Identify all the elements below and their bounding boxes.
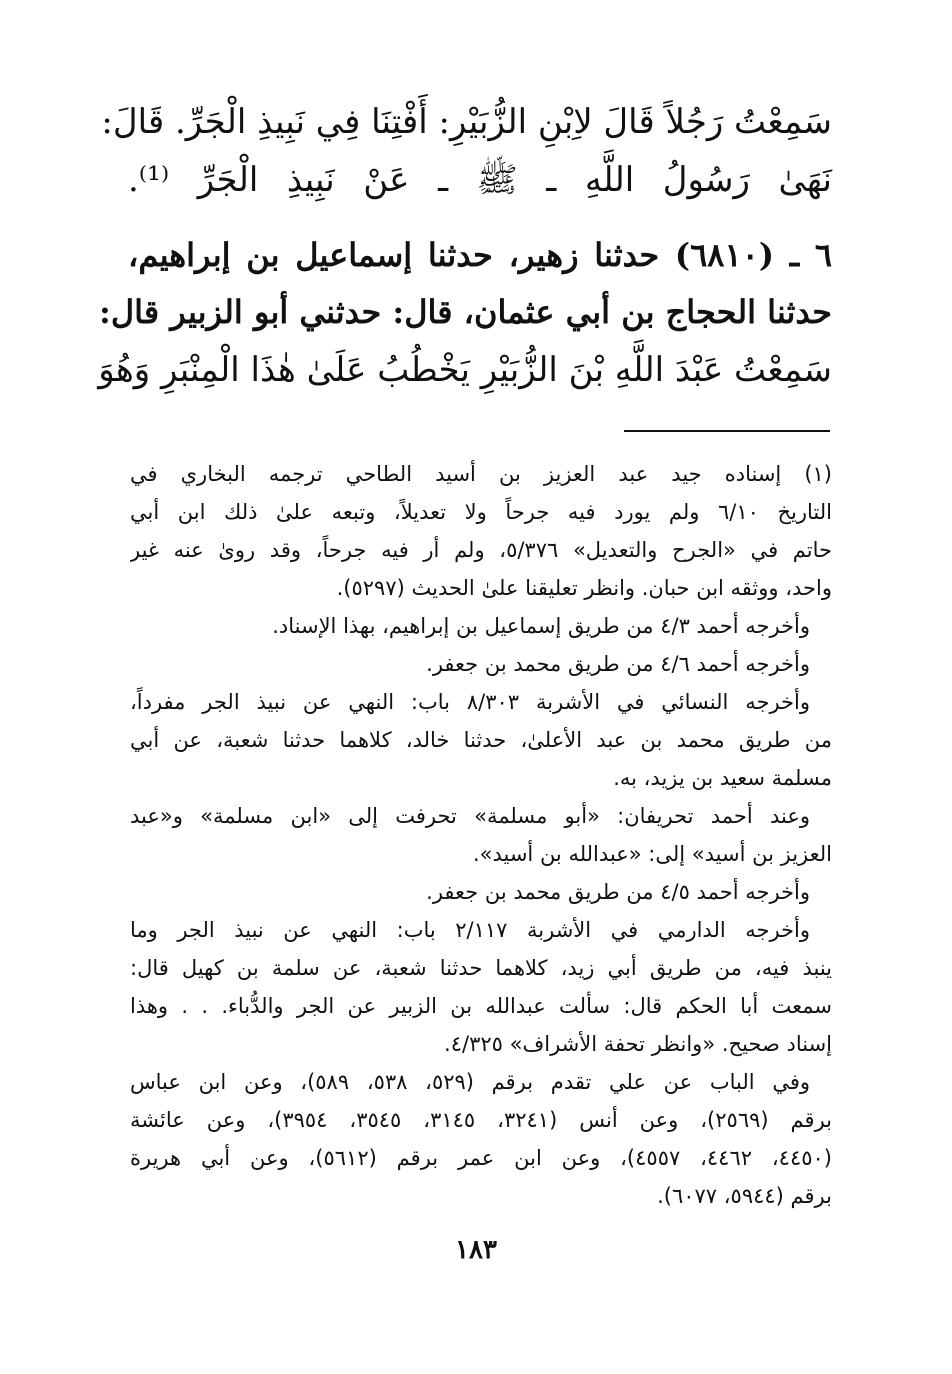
footnote-line: ينبذ فيه، من طريق أبي زيد، كلاهما حدثنا شعبة، عن سلمة بن كهيل قال:	[130, 956, 832, 980]
isnad-line: ٦ ـ (٦٨١٠) حدثنا زهير، حدثنا إسماعيل بن إبراهيم،	[128, 236, 833, 274]
footnote-line: برقم (٥٩٤٤، ٦٠٧٧).	[657, 1184, 832, 1208]
footnote-line: وأخرجه أحمد ٤/٦ من طريق محمد بن جعفر.	[426, 652, 810, 676]
footnote-line: (١) إسناده جيد عبد العزيز بن أسيد الطاحي ترجمه البخاري في	[130, 462, 832, 486]
footnote-line: التاريخ ٦/١٠ ولم يورد فيه جرحاً ولا تعديلاً، وتبعه علىٰ ذلك ابن أبي	[130, 500, 832, 524]
footnote-line: وأخرجه أحمد ٤/٥ من طريق محمد بن جعفر.	[426, 880, 810, 904]
footnote-line: واحد، ووثقه ابن حبان. وانظر تعليقنا علىٰ الحديث (٥٢٩٧).	[336, 576, 832, 600]
footnote-line: وفي الباب عن علي تقدم برقم (٥٢٩، ٥٣٨، ٥٨٩)، وعن ابن عباس	[130, 1070, 811, 1094]
footnotes-section	[130, 455, 832, 1215]
footnote-line: وعند أحمد تحريفان: «أبو مسلمة» تحرفت إلى «ابن مسلمة» و«عبد	[130, 804, 810, 828]
hadith-text-line: سَمِعْتُ عَبْدَ اللَّهِ بْنَ الزُّبَيْرِ يَخْطُبُ عَلَىٰ هٰذَا الْمِنْبَرِ وَهُوَ	[98, 350, 832, 390]
footnote-line: (٤٤٥٠، ٤٤٦٢، ٤٥٥٧)، وعن ابن عمر برقم (٥٦١٢)، وعن أبي هريرة	[130, 1146, 832, 1170]
footnote-line: وأخرجه الدارمي في الأشربة ٢/١١٧ باب: النهي عن نبيذ الجر وما	[130, 918, 811, 942]
hadith-text-line: سَمِعْتُ رَجُلاً قَالَ لاِبْنِ الزُّبَيْرِ: أَفْتِنَا فِي نَبِيذِ الْجَرِّ. قَالَ:	[101, 102, 832, 142]
isnad-line: حدثنا الحجاج بن أبي عثمان، قال: حدثني أبو الزبير قال:	[99, 293, 832, 331]
footnote-line: العزيز بن أسيد» إلى: «عبدالله بن أسيد».	[472, 842, 832, 866]
page-number: ١٨٣	[455, 1235, 497, 1265]
footnote-line: مسلمة سعيد بن يزيد، به.	[613, 766, 832, 790]
footnote-line: حاتم في «الجرح والتعديل» ٥/٣٧٦، ولم أر فيه جرحاً، وقد روىٰ عنه غير	[130, 538, 832, 562]
footnote-line: من طريق محمد بن عبد الأعلىٰ، حدثنا خالد، كلاهما حدثنا شعبة، عن أبي	[130, 728, 832, 752]
footnote-line: وأخرجه النسائي في الأشربة ٨/٣٠٣ باب: النهي عن نبيذ الجر مفرداً،	[130, 690, 810, 714]
footnote-line: سمعت أبا الحكم قال: سألت عبدالله بن الزبير عن الجر والدُّباء. . . وهذا	[130, 994, 832, 1018]
hadith-text-line: نَهَىٰ رَسُولُ اللَّهِ ـ ﷺ ـ عَنْ نَبِيذِ الْجَرِّ ⁽¹⁾.	[128, 160, 832, 200]
footnote-line: إسناد صحيح. «وانظر تحفة الأشراف» ٤/٣٢٥.	[444, 1032, 832, 1056]
footnote-line: وأخرجه أحمد ٤/٣ من طريق إسماعيل بن إبراهيم، بهذا الإسناد.	[272, 614, 810, 638]
footnote-divider	[624, 430, 830, 432]
footnote-line: برقم (٢٥٦٩)، وعن أنس (٣٢٤١، ٣١٤٥، ٣٥٤٥، ٣٩٥٤)، وعن عائشة	[130, 1108, 832, 1132]
